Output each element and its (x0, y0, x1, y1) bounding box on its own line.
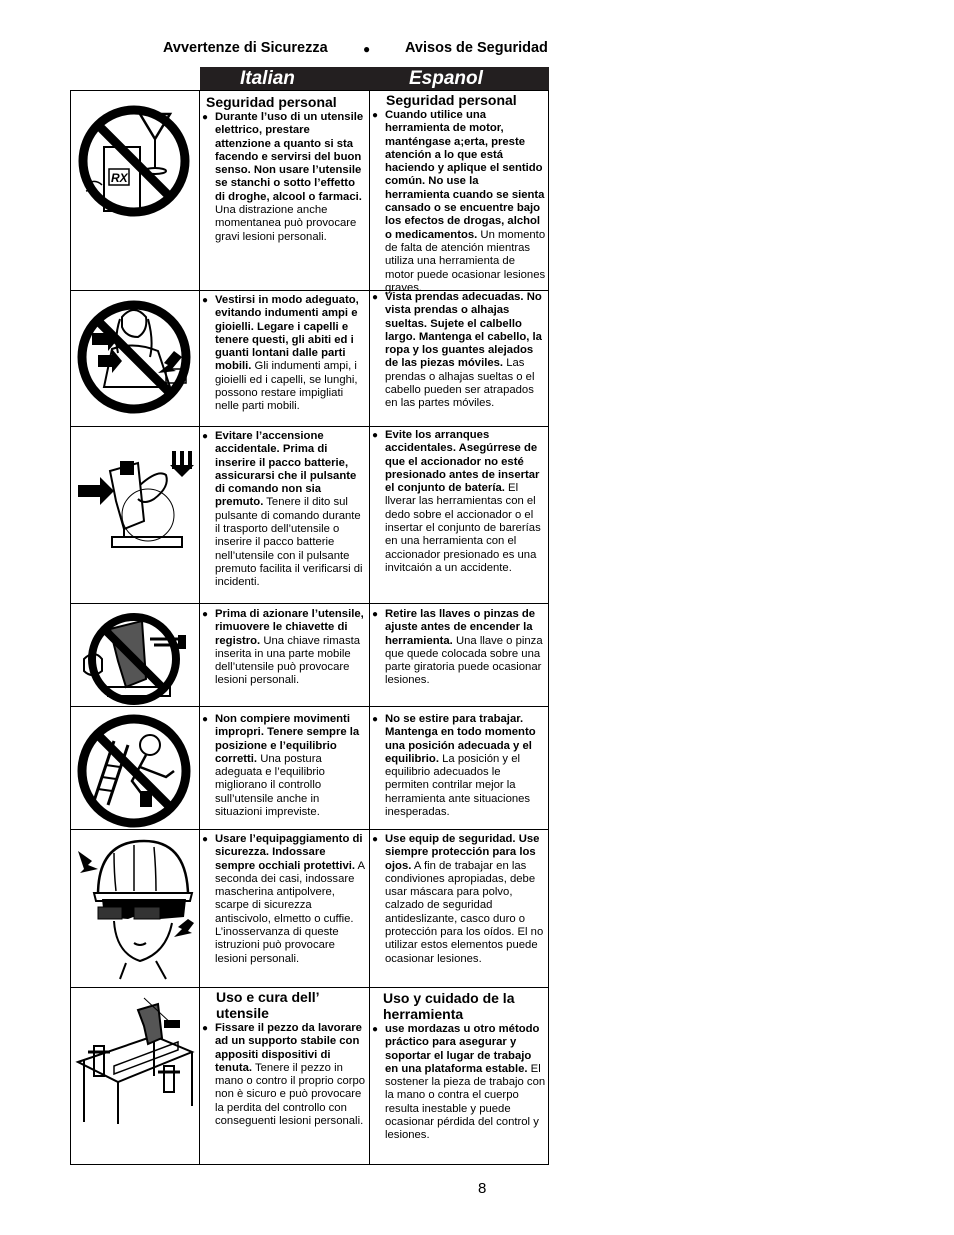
header-spanish-title: Avisos de Seguridad (405, 40, 548, 56)
section-heading: Uso e cura dell’ utensile (216, 989, 319, 1021)
language-band (200, 67, 549, 90)
spanish-cell (372, 833, 546, 966)
spanish-cell (372, 990, 546, 1143)
header-separator: ● (363, 42, 371, 56)
spanish-cell (372, 713, 546, 819)
italian-cell (202, 833, 366, 966)
language-spanish: Espanol (409, 68, 483, 89)
row-divider (71, 829, 548, 830)
row-divider (71, 987, 548, 988)
list-item: ● Cuando utilice una herramienta de motor, manténgase a;erta, preste atención a lo que está haciendo y aplique el sentido común. No use la herramienta cuando se sienta cansado o se encuentre bajo los efectos de drogas, alchol o medicamentos. Un momento de falta de atención mientras utiliza una herramienta de motor puede ocasionar lesiones graves. (372, 109, 546, 294)
no-loose-clothing-icon (74, 297, 196, 415)
spanish-cell (372, 429, 546, 575)
language-italian: Italian (240, 68, 295, 89)
page-number: 8 (478, 1180, 487, 1197)
list-item: ● use mordazas u otro método práctico para asegurar y soportar el lugar de trabajo en una plataforma estable. El sostener la pieza de trabajo con la mano o contra el cuerpo resulta inestable y puede ocasionar pérdida del control y lesiones. (372, 1023, 546, 1142)
no-overreaching-icon (74, 711, 196, 829)
list-item: ● Fissare il pezzo da lavorare ad un supporto stabile con appositi dispositivi di tenuta. Tenere il pezzo in mano o contro il proprio corpo non è sicuro e può provocare la perdita del controllo con conseguenti lesioni personali. (202, 1022, 366, 1128)
list-item: ● Vestirsi in modo adeguato, evitando indumenti ampi e gioielli. Legare i capelli e tenere questi, gli abiti ed i guanti lontani dalle parti mobili. Gli indumenti ampi, i gioielli ed i capelli, se lunghi, possono restare impigliati nelle parti mobili. (202, 294, 359, 413)
safety-table (70, 90, 549, 1165)
header-italian-title: Avvertenze di Sicurezza (163, 40, 328, 56)
list-item: ● Retire las llaves o pinzas de ajuste antes de encender la herramienta. Una llave o pinza que quede colocada sobre una parte giratoria puede ocasionar lesiones. (372, 608, 543, 687)
italian-cell (202, 989, 366, 1128)
list-item: ● Vista prendas adecuadas. No vista prendas o alhajas sueltas. Sujete el calbello largo. Mantenga el cabello, la ropa y los guantes alejados de las piezas móviles. Las prendas o alhajas sueltas o el cabello pueden ser atrapados en las partes móviles. (372, 291, 542, 410)
list-item: ● Use equip de seguridad. Use siempre protección para los ojos. A fin de trabajar en las condiviones apropiadas, debe usar máscara para polvo, calzado de seguridad antideslizante, casco duro o protección para los oídos. El no utilizar estos elementos puede ocasionar lesiones. (372, 833, 544, 965)
spanish-cell (372, 92, 546, 295)
section-heading: Seguridad personal (386, 92, 517, 108)
italian-cell (202, 294, 366, 414)
section-heading: Seguridad personal (206, 94, 337, 110)
spanish-cell (372, 291, 546, 411)
list-item: ● Evitare l’accensione accidentale. Prima di inserire il pacco batterie, assicurarsi che il pulsante di comando non sia premuto. Tenere il dito sul pulsante di comando durante il trasporto dell’utensile o inserire il pacco batterie nell’utensile con il pulsante premuto facilita il verificarsi di incidenti. (202, 430, 363, 589)
section-heading: Uso y cuidado de la herramienta (383, 990, 515, 1022)
spanish-cell (372, 608, 546, 688)
list-item: ● Non compiere movimenti impropri. Tenere sempre la posizione e l’equilibrio corretti. Una postura adeguata e l’equilibrio migliorano il controllo sull’utensile anche in situazioni impreviste. (202, 713, 360, 819)
no-drugs-alcohol-icon (74, 99, 196, 219)
list-item: ● Prima di azionare l’utensile, rimuovere le chiavette di registro. Una chiave rimasta inserita in una parte mobile dell’utensile può provocare lesioni personali. (202, 608, 364, 687)
column-divider (199, 91, 200, 1164)
list-item: ● Durante l’uso di un utensile elettrico, prestare attenzione a quanto si sta facendo e servirsi del buon senso. Non usare l’utensile se stanchi o sotto l’effetto di droghe, alcool o farmaci. Una distrazione anche momentanea può provocare gravi lesioni personali. (202, 111, 364, 243)
list-item: ● No se estire para trabajar. Mantenga en todo momento una posición adecuada y el equilibrio. La posición y el equilibrio adecuados le permiten contrilar mejor la herramienta ante situaciones inesperadas. (372, 713, 536, 819)
italian-cell (202, 608, 366, 688)
clamp-workpiece-icon (74, 996, 196, 1126)
row-divider (71, 603, 548, 604)
row-divider (71, 426, 548, 427)
remove-wrench-icon (74, 609, 196, 707)
list-item: ● Usare l’equipaggiamento di sicurezza. Indossare sempre occhiali protettivi. A seconda dei casi, indossare mascherina antipolvere, scarpe di sicurezza antiscivolo, elmetto o cuffie. L’inosservanza di queste istruzioni può provocare lesioni personali. (202, 833, 365, 965)
accidental-start-icon (74, 441, 196, 591)
column-divider (369, 91, 370, 1164)
italian-cell (202, 430, 366, 590)
svg-text:RX: RX (111, 171, 128, 185)
italian-cell (202, 94, 366, 244)
italian-cell (202, 713, 366, 819)
list-item: ● Evite los arranques accidentales. Asegúrrese de que el accionador no esté presionado antes de insertar el conjunto de batería. El llverar las herramientas con el dedo sobre el accionador o el insertar el conjunto de barerías en una herramienta con el accionador presionado es una invitcaión a un accidente. (372, 429, 541, 574)
safety-equipment-icon (74, 833, 196, 983)
